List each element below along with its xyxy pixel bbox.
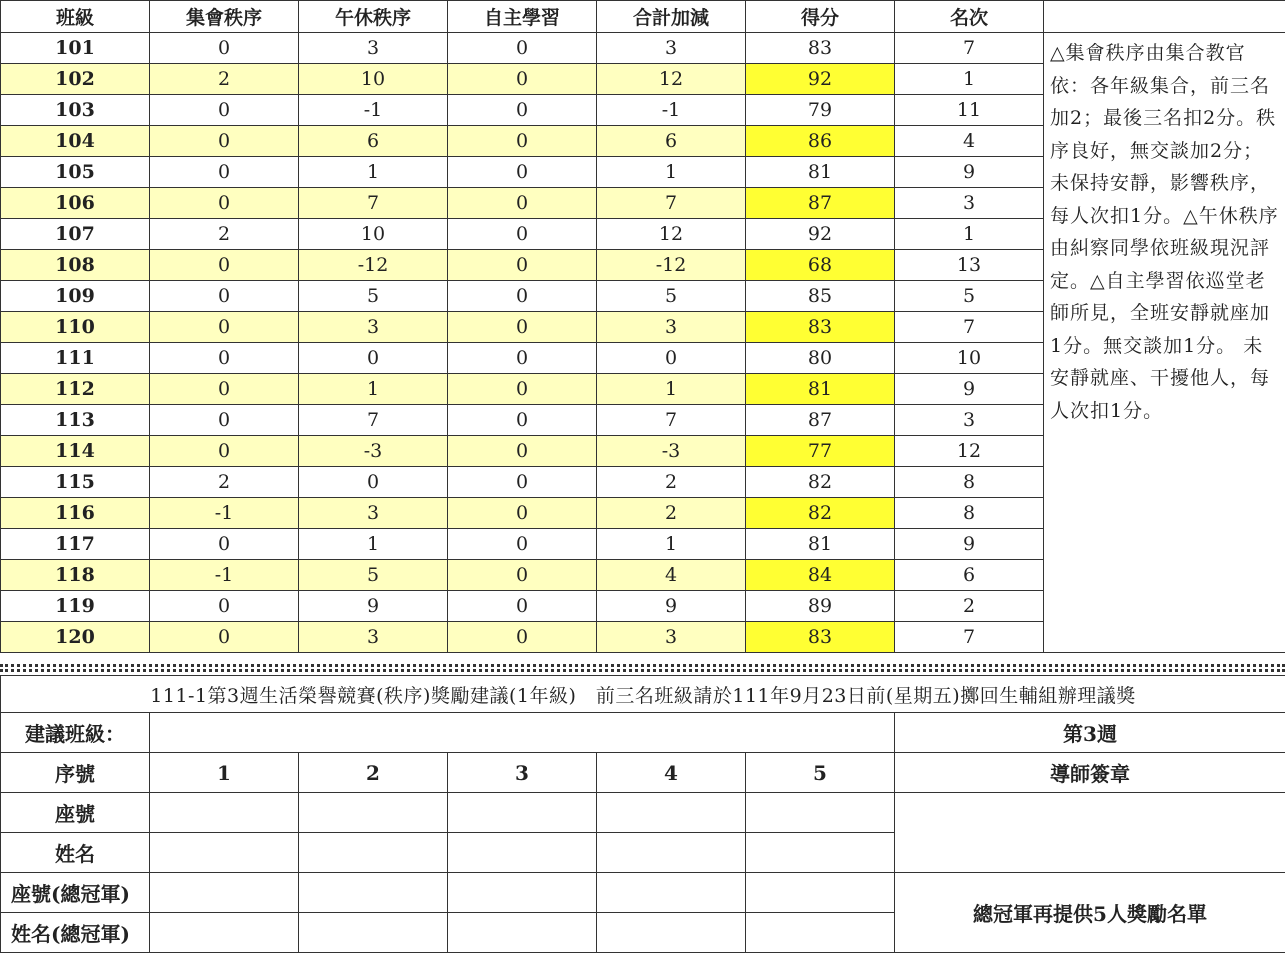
value-cell: 0	[448, 467, 597, 498]
class-cell: 120	[1, 622, 150, 653]
value-cell: 1	[597, 529, 746, 560]
score-cell: 83	[746, 312, 895, 343]
seat-cell[interactable]	[299, 793, 448, 833]
value-cell: 3	[597, 312, 746, 343]
value-cell: 3	[299, 498, 448, 529]
value-cell: 7	[299, 188, 448, 219]
value-cell: 9	[299, 591, 448, 622]
value-cell: 0	[150, 591, 299, 622]
class-cell: 111	[1, 343, 150, 374]
value-cell: 8	[895, 498, 1044, 529]
champ-seat-cell[interactable]	[746, 873, 895, 913]
value-cell: 0	[150, 188, 299, 219]
value-cell: 0	[448, 498, 597, 529]
score-cell: 87	[746, 405, 895, 436]
class-cell: 106	[1, 188, 150, 219]
score-cell: 79	[746, 95, 895, 126]
value-cell: 1	[299, 374, 448, 405]
header-row	[1, 1, 1285, 33]
value-cell: 0	[150, 529, 299, 560]
value-cell: 0	[448, 343, 597, 374]
class-cell: 113	[1, 405, 150, 436]
value-cell: 9	[895, 374, 1044, 405]
value-cell: 6	[895, 560, 1044, 591]
champ-seat-cell[interactable]	[299, 873, 448, 913]
column-header: 自主學習	[448, 1, 597, 33]
value-cell: -1	[150, 498, 299, 529]
name-cell[interactable]	[150, 833, 299, 873]
value-cell: 0	[448, 188, 597, 219]
score-cell: 81	[746, 374, 895, 405]
score-cell: 82	[746, 498, 895, 529]
value-cell: 0	[150, 312, 299, 343]
value-cell: 3	[299, 33, 448, 64]
champ-name-cell[interactable]	[448, 913, 597, 953]
value-cell: 1	[597, 157, 746, 188]
notes-header	[1044, 1, 1285, 33]
teacher-sign-label: 導師簽章	[895, 753, 1285, 793]
class-cell: 101	[1, 33, 150, 64]
champ-note: 總冠軍再提供5人獎勵名單	[895, 873, 1285, 953]
class-cell: 105	[1, 157, 150, 188]
value-cell: 0	[448, 436, 597, 467]
score-cell: 89	[746, 591, 895, 622]
score-cell: 83	[746, 622, 895, 653]
value-cell: 3	[895, 405, 1044, 436]
suggest-label: 建議班級：	[1, 713, 150, 753]
value-cell: 4	[597, 560, 746, 591]
value-cell: 7	[597, 405, 746, 436]
value-cell: 4	[895, 126, 1044, 157]
column-header: 合計加減	[597, 1, 746, 33]
value-cell: 3	[299, 312, 448, 343]
champ-name-label: 姓名(總冠軍)	[1, 913, 150, 953]
class-cell: 117	[1, 529, 150, 560]
score-cell: 81	[746, 529, 895, 560]
column-header: 班級	[1, 1, 150, 33]
value-cell: 2	[597, 467, 746, 498]
value-cell: 9	[895, 529, 1044, 560]
value-cell: 0	[150, 343, 299, 374]
value-cell: 0	[150, 126, 299, 157]
champ-name-cell[interactable]	[299, 913, 448, 953]
value-cell: 9	[895, 157, 1044, 188]
class-cell: 104	[1, 126, 150, 157]
column-header: 名次	[895, 1, 1044, 33]
value-cell: 1	[299, 529, 448, 560]
score-cell: 87	[746, 188, 895, 219]
value-cell: 0	[448, 529, 597, 560]
score-cell: 86	[746, 126, 895, 157]
value-cell: 0	[448, 312, 597, 343]
value-cell: 0	[150, 281, 299, 312]
value-cell: 0	[448, 157, 597, 188]
teacher-sign-cell[interactable]	[895, 793, 1285, 873]
champ-seat-cell[interactable]	[448, 873, 597, 913]
week-label: 第3週	[895, 713, 1285, 753]
value-cell: 12	[597, 219, 746, 250]
value-cell: 7	[895, 622, 1044, 653]
value-cell: 0	[448, 95, 597, 126]
value-cell: 3	[299, 622, 448, 653]
value-cell: 8	[895, 467, 1044, 498]
value-cell: 0	[150, 95, 299, 126]
seat-cell[interactable]	[597, 793, 746, 833]
value-cell: 11	[895, 95, 1044, 126]
value-cell: 1	[299, 157, 448, 188]
value-cell: 7	[895, 312, 1044, 343]
score-cell: 68	[746, 250, 895, 281]
award-table	[0, 675, 1285, 953]
score-cell: 92	[746, 219, 895, 250]
score-cell: 81	[746, 157, 895, 188]
value-cell: -12	[299, 250, 448, 281]
class-cell: 103	[1, 95, 150, 126]
name-cell[interactable]	[299, 833, 448, 873]
value-cell: 0	[150, 405, 299, 436]
value-cell: 0	[448, 219, 597, 250]
value-cell: 0	[448, 374, 597, 405]
class-cell: 108	[1, 250, 150, 281]
value-cell: 5	[895, 281, 1044, 312]
class-cell: 102	[1, 64, 150, 95]
value-cell: 1	[895, 219, 1044, 250]
value-cell: -3	[597, 436, 746, 467]
score-cell: 83	[746, 33, 895, 64]
value-cell: 10	[895, 343, 1044, 374]
name-cell[interactable]	[597, 833, 746, 873]
score-cell: 84	[746, 560, 895, 591]
value-cell: 2	[150, 219, 299, 250]
value-cell: 10	[299, 64, 448, 95]
class-cell: 119	[1, 591, 150, 622]
class-cell: 114	[1, 436, 150, 467]
seat-cell[interactable]	[150, 793, 299, 833]
value-cell: 7	[597, 188, 746, 219]
champ-name-cell[interactable]	[597, 913, 746, 953]
value-cell: 0	[448, 591, 597, 622]
column-header: 得分	[746, 1, 895, 33]
class-cell: 118	[1, 560, 150, 591]
value-cell: 10	[299, 219, 448, 250]
value-cell: 13	[895, 250, 1044, 281]
value-cell: -1	[597, 95, 746, 126]
value-cell: 2	[597, 498, 746, 529]
value-cell: 3	[597, 33, 746, 64]
champ-seat-cell[interactable]	[597, 873, 746, 913]
champ-name-cell[interactable]	[746, 913, 895, 953]
value-cell: 0	[597, 343, 746, 374]
value-cell: 0	[299, 467, 448, 498]
name-cell[interactable]	[448, 833, 597, 873]
value-cell: 3	[895, 188, 1044, 219]
award-caption: 111-1第3週生活榮譽競賽(秩序)獎勵建議(1年級) 前三名班級請於111年9月23日前(星期五)擲回生輔組辦理議獎	[1, 676, 1285, 713]
value-cell: 0	[448, 560, 597, 591]
class-cell: 115	[1, 467, 150, 498]
value-cell: 0	[150, 436, 299, 467]
value-cell: 0	[150, 33, 299, 64]
champ-seat-cell[interactable]	[150, 873, 299, 913]
name-label: 姓名	[1, 833, 150, 873]
class-cell: 107	[1, 219, 150, 250]
value-cell: 3	[597, 622, 746, 653]
rules-notes: △集會秩序由集合教官依：各年級集合，前三名加2；最後三名扣2分。秩序良好，無交談加2分；未保持安靜，影響秩序，每人次扣1分。△午休秩序由糾察同學依班級現況評定。△自主學習依巡堂老師所見，全班安靜就座加1分。無交談加1分。 未安靜就座、干擾他人，每人次扣1分。	[1044, 33, 1285, 653]
value-cell: 0	[448, 126, 597, 157]
value-cell: 1	[597, 374, 746, 405]
champ-seat-label: 座號(總冠軍)	[1, 873, 150, 913]
score-cell: 92	[746, 64, 895, 95]
seat-label: 座號	[1, 793, 150, 833]
seq-2: 2	[299, 753, 448, 793]
value-cell: 2	[150, 467, 299, 498]
value-cell: 0	[448, 33, 597, 64]
value-cell: 0	[448, 405, 597, 436]
value-cell: 0	[150, 157, 299, 188]
seat-cell[interactable]	[448, 793, 597, 833]
score-body	[1, 33, 1285, 653]
seq-1: 1	[150, 753, 299, 793]
value-cell: 5	[597, 281, 746, 312]
value-cell: 0	[150, 250, 299, 281]
value-cell: 5	[299, 560, 448, 591]
value-cell: 6	[299, 126, 448, 157]
champ-name-cell[interactable]	[150, 913, 299, 953]
table-row	[1, 33, 1285, 64]
dotted-divider	[0, 664, 1285, 672]
value-cell: 2	[895, 591, 1044, 622]
value-cell: 0	[448, 64, 597, 95]
name-cell[interactable]	[746, 833, 895, 873]
class-cell: 109	[1, 281, 150, 312]
value-cell: 0	[448, 281, 597, 312]
class-cell: 110	[1, 312, 150, 343]
value-cell: 0	[150, 622, 299, 653]
seq-4: 4	[597, 753, 746, 793]
score-cell: 80	[746, 343, 895, 374]
score-cell: 77	[746, 436, 895, 467]
value-cell: 12	[597, 64, 746, 95]
value-cell: -1	[150, 560, 299, 591]
value-cell: -3	[299, 436, 448, 467]
value-cell: 1	[895, 64, 1044, 95]
column-header: 午休秩序	[299, 1, 448, 33]
column-header: 集會秩序	[150, 1, 299, 33]
value-cell: 0	[448, 250, 597, 281]
value-cell: 0	[448, 622, 597, 653]
value-cell: 6	[597, 126, 746, 157]
score-cell: 85	[746, 281, 895, 312]
class-cell: 116	[1, 498, 150, 529]
value-cell: 7	[895, 33, 1044, 64]
value-cell: -1	[299, 95, 448, 126]
value-cell: 7	[299, 405, 448, 436]
value-cell: -12	[597, 250, 746, 281]
suggest-input-cell[interactable]	[150, 713, 895, 753]
score-cell: 82	[746, 467, 895, 498]
value-cell: 0	[150, 374, 299, 405]
seq-5: 5	[746, 753, 895, 793]
seq-label: 序號	[1, 753, 150, 793]
value-cell: 9	[597, 591, 746, 622]
value-cell: 12	[895, 436, 1044, 467]
seat-cell[interactable]	[746, 793, 895, 833]
value-cell: 2	[150, 64, 299, 95]
value-cell: 5	[299, 281, 448, 312]
class-cell: 112	[1, 374, 150, 405]
seq-3: 3	[448, 753, 597, 793]
value-cell: 0	[299, 343, 448, 374]
